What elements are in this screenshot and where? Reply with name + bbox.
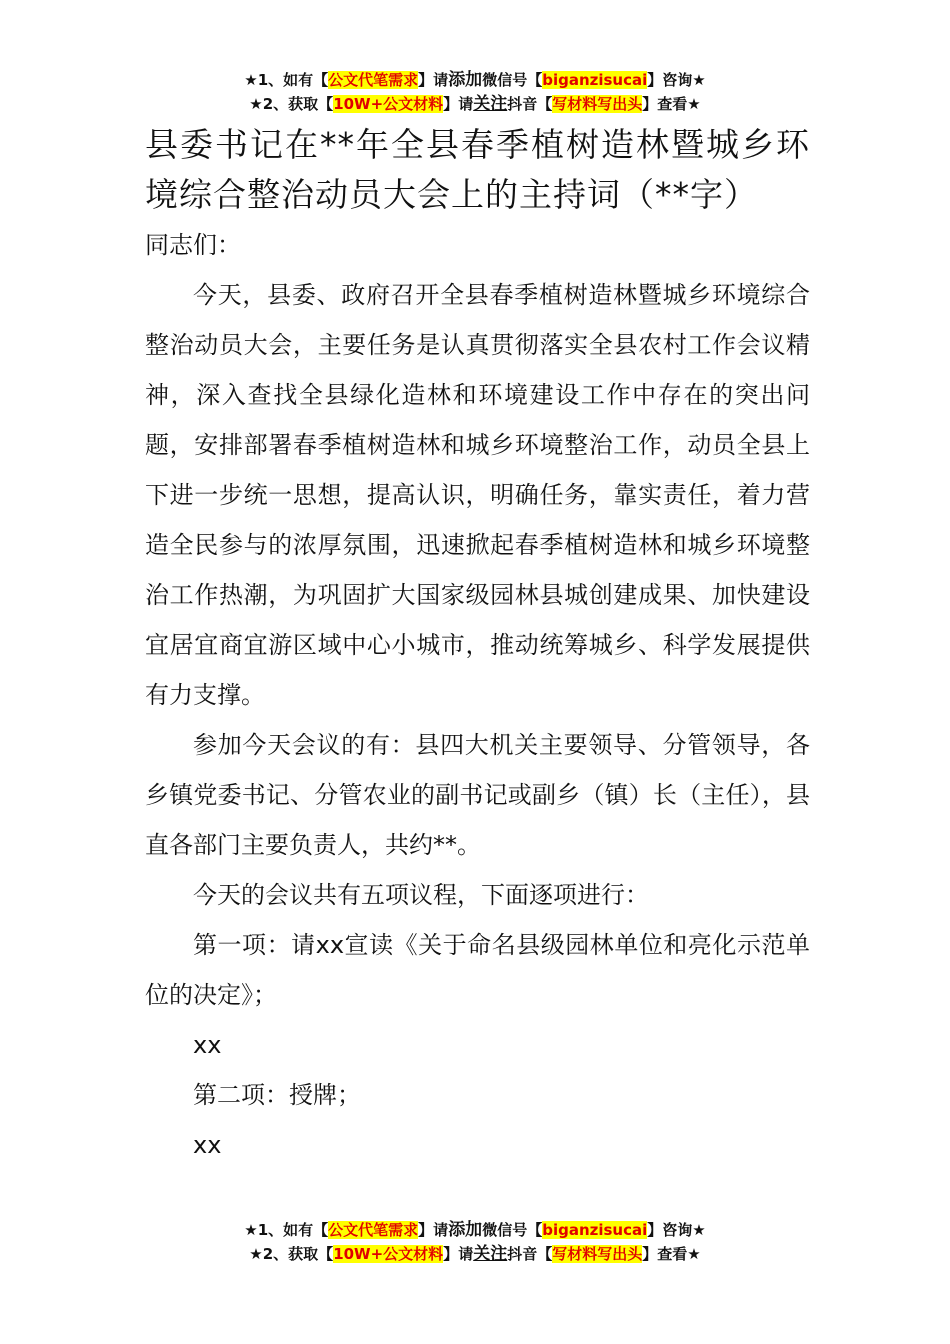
paragraph-intro: 今天，县委、政府召开全县春季植树造林暨城乡环境综合整治动员大会，主要任务是认真贯彻落实全县农村工作会议精神，深入查找全县绿化造林和环境建设工作中存在的突出问题，安排部署春季植树造林和城乡环境整治工作，动员全县上下进一步统一思想，提高认识，明确任务，靠实责任，着力营造全民参与的浓厚氛围，迅速掀起春季植树造林和城乡环境整治工作热潮，为巩固扩大国家级园林县城创建成果、加快建设宜居宜商宜游区域中心小城市，推动统筹城乡、科学发展提供有力支撑。 xyxy=(145,281,810,709)
banner-line1-mid1: 】请 xyxy=(418,1221,449,1239)
banner-highlight-wechat: biganzisucai xyxy=(542,71,648,89)
banner-line1-suffix: 】咨询★ xyxy=(647,1221,706,1239)
salutation: 同志们： xyxy=(145,231,241,259)
banner-line1-add: 添加 xyxy=(448,70,483,90)
paragraph-attendees: 参加今天会议的有：县四大机关主要领导、分管领导，各乡镇党委书记、分管农业的副书记或副乡（镇）长（主任），县直各部门主要负责人，共约**。 xyxy=(145,731,810,859)
banner-line-2 xyxy=(0,1242,950,1266)
banner-line2-mid2: 抖音【 xyxy=(507,95,553,113)
banner-line-1 xyxy=(0,68,950,92)
agenda-item-2: 第二项：授牌； xyxy=(193,1081,361,1109)
banner-highlight-materials: 10W+公文材料 xyxy=(333,95,444,113)
banner-line1-add: 添加 xyxy=(448,1220,483,1240)
banner-line2-suffix: 】查看★ xyxy=(642,95,701,113)
banner-line1-prefix: ★1、如有【 xyxy=(244,71,329,89)
banner-highlight-douyin: 写材料写出头 xyxy=(552,95,643,113)
banner-line2-prefix: ★2、获取【 xyxy=(249,95,334,113)
banner-line2-mid2: 抖音【 xyxy=(507,1245,553,1263)
agenda-speaker-2: xx xyxy=(193,1131,222,1159)
agenda-speaker-1: xx xyxy=(193,1031,222,1059)
banner-line-2 xyxy=(0,92,950,116)
banner-highlight-wechat: biganzisucai xyxy=(542,1221,648,1239)
document-title: 县委书记在**年全县春季植树造林暨城乡环境综合整治动员大会上的主持词（**字） xyxy=(145,125,810,214)
banner-highlight-service: 公文代笔需求 xyxy=(328,71,419,89)
banner-line1-mid1: 】请 xyxy=(418,71,449,89)
banner-line2-follow: 关注 xyxy=(473,1244,508,1264)
header-banner xyxy=(0,68,950,116)
paragraph-agenda: 今天的会议共有五项议程，下面逐项进行： xyxy=(193,881,649,909)
banner-line2-mid1: 】请 xyxy=(443,1245,474,1263)
banner-line1-prefix: ★1、如有【 xyxy=(244,1221,329,1239)
document-body xyxy=(145,120,810,1170)
banner-line1-mid2: 微信号【 xyxy=(482,71,543,89)
banner-line1-mid2: 微信号【 xyxy=(482,1221,543,1239)
banner-highlight-materials: 10W+公文材料 xyxy=(333,1245,444,1263)
banner-highlight-douyin: 写材料写出头 xyxy=(552,1245,643,1263)
banner-line2-suffix: 】查看★ xyxy=(642,1245,701,1263)
banner-highlight-service: 公文代笔需求 xyxy=(328,1221,419,1239)
agenda-item-1: 第一项：请xx宣读《关于命名县级园林单位和亮化示范单位的决定》； xyxy=(145,931,810,1009)
footer-banner xyxy=(0,1218,950,1266)
banner-line2-follow: 关注 xyxy=(473,94,508,114)
banner-line1-suffix: 】咨询★ xyxy=(647,71,706,89)
banner-line2-prefix: ★2、获取【 xyxy=(249,1245,334,1263)
banner-line2-mid1: 】请 xyxy=(443,95,474,113)
banner-line-1 xyxy=(0,1218,950,1242)
